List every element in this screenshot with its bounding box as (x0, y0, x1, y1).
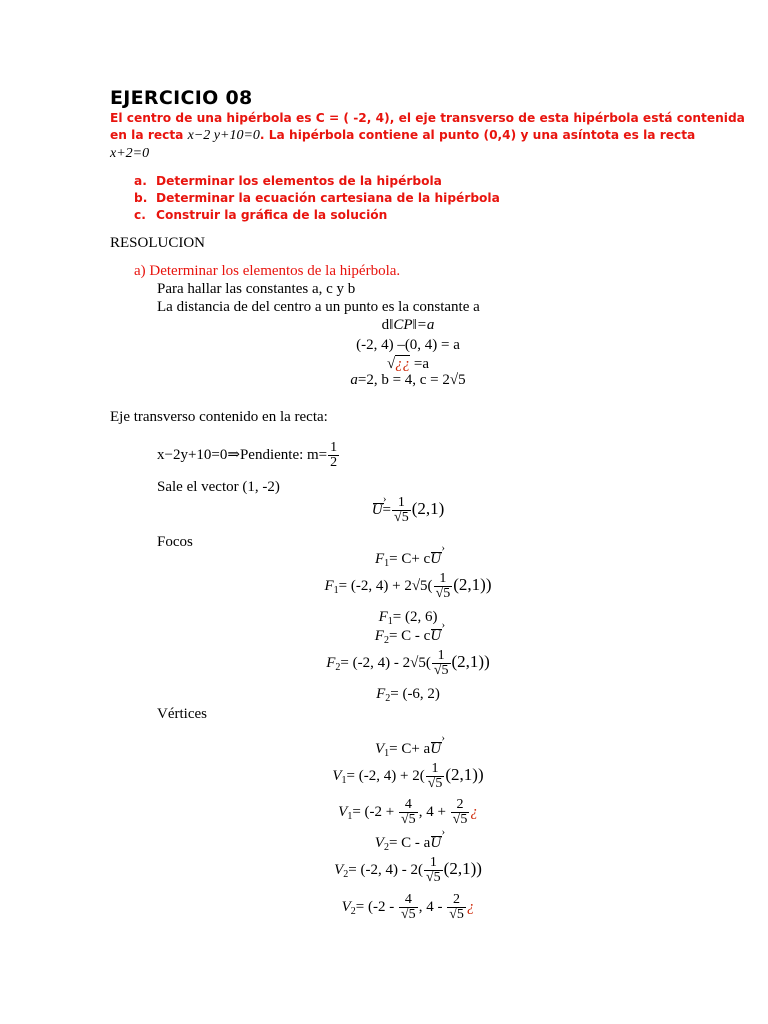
focus-2-definition: $F_2= C$ - c› U (24, 628, 768, 646)
section-a-line-1: Para hallar las constantes a, c y b (157, 281, 356, 297)
section-a-heading: a) Determinar los elementos de la hipérbola. (134, 263, 401, 279)
vertices-heading: Vértices (157, 706, 207, 722)
distance-equation: (-2, 4) –(0, 4) = a (356, 337, 460, 353)
focos-heading: Focos (157, 534, 193, 550)
vertex-1-definition: $V_1= C+$ a› U (24, 741, 768, 759)
vertex-2-substitution: $V_2= (-2$, 4) - 2( $\frac{1}{√5}$ (2,1)) (334, 855, 482, 885)
task-item-a: a. Determinar los elementos de la hipérbola (134, 174, 442, 188)
slope-equation: x−2y+10=0⇒Pendiente: m= $\frac{1}{2}$ (157, 440, 338, 470)
focus-1-value: $F_1= (2$, 6) (378, 609, 438, 627)
focus-2-substitution: $F_2= (-2$, 4) - 2√5( $\frac{1}{√5}$ (2,1)) (326, 648, 490, 678)
constants-result: a=2, b = 4, c = 2√5 (350, 372, 466, 388)
vertex-1-substitution: $V_1= (-2$, 4) + 2( $\frac{1}{√5}$ (2,1)) (332, 761, 484, 791)
task-item-c: c. Construir la gráfica de la solución (134, 208, 388, 222)
line-equation: x−2 y+10=0 (187, 128, 260, 143)
statement-line-3 (110, 146, 149, 162)
eje-heading: Eje transverso contenido en la recta: (110, 409, 328, 425)
resolucion-heading: RESOLUCION (110, 235, 206, 251)
task-item-b: b. Determinar la ecuación cartesiana de la hipérbola (134, 191, 500, 205)
vertex-1-expanded: $V_1= (-2$ + $\frac{4}{√5}$ , 4 + $\frac{2}{√5}$ ¿ (338, 797, 478, 827)
section-a-line-2: La distancia de del centro a un punto es la constante a (157, 299, 480, 315)
sqrt-equation: √¿¿ =a (386, 356, 430, 372)
distance-norm-equation: d‖CP‖=a (381, 317, 435, 333)
statement-line-2: en la recta x−2 y+10=0. La hipérbola contiene al punto (0,4) y una asíntota es la recta (110, 128, 696, 143)
exercise-title: EJERCICIO 08 (110, 87, 253, 109)
vertex-2-expanded: $V_2= (-2$ - $\frac{4}{√5}$ , 4 - $\frac{2}{√5}$ ¿ (341, 892, 475, 922)
focus-1-definition: $F_1= C+$ c› U (24, 551, 768, 569)
unit-vector-equation: › U= $\frac{1}{√5}$ (2,1) (24, 496, 768, 525)
statement-line-1: El centro de una hipérbola es C = ( -2, 4), el eje transverso de esta hipérbola está contenida (110, 111, 745, 125)
vertex-2-definition: $V_2= C$ - a› U (24, 835, 768, 853)
focus-2-value: $F_2= (-6$, 2) (376, 686, 440, 704)
vector-line: Sale el vector (1, -2) (157, 479, 280, 495)
focus-1-substitution: $F_1= (-2$, 4) + 2√5( $\frac{1}{√5}$ (2,1)) (324, 571, 492, 601)
asymptote-equation: x+2=0 (110, 146, 150, 161)
